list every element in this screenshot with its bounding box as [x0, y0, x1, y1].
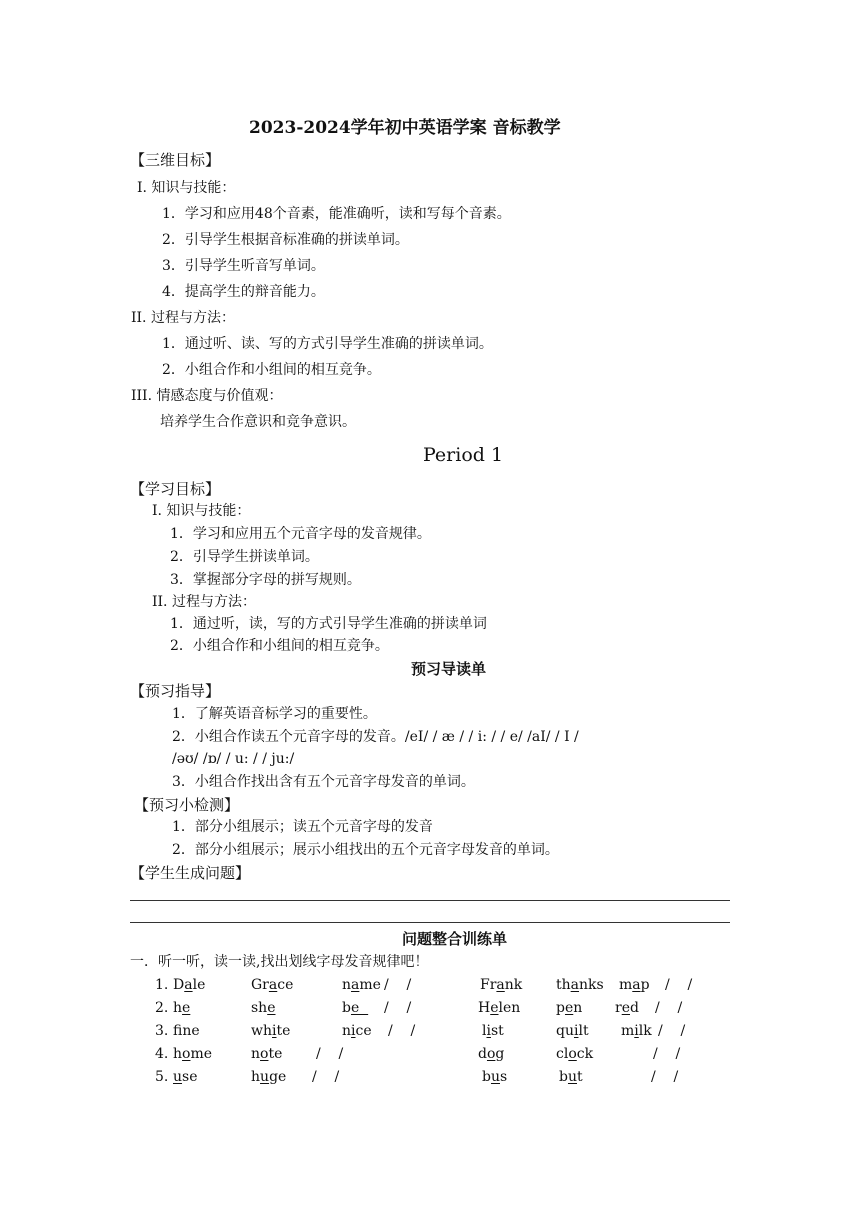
- word: use: [173, 1069, 198, 1085]
- subsection-knowledge: I. 知识与技能：: [137, 180, 236, 196]
- word: Frank: [480, 977, 523, 993]
- list-item: 2．小组合作和小组间的相互竞争。: [170, 638, 389, 654]
- word: Grace: [251, 977, 294, 993]
- word: map: [619, 977, 650, 993]
- row-number: 1.: [155, 977, 169, 993]
- list-item: 1．学习和应用五个元音字母的发音规律。: [170, 526, 431, 542]
- word: home: [173, 1046, 213, 1062]
- section-heading-yuxi: 【预习指导】: [130, 682, 221, 700]
- subsection-attitude: III. 情感态度与价值观：: [131, 388, 283, 404]
- list-item: 1．了解英语音标学习的重要性。: [172, 706, 377, 722]
- word: he: [173, 1000, 191, 1016]
- list-item: 3．引导学生听音写单词。: [162, 258, 325, 274]
- list-item: 3．小组合作找出含有五个元音字母发音的单词。: [172, 774, 475, 790]
- list-item-continued: /əʊ/ /ɒ/ / u: / / ju:/: [172, 751, 295, 767]
- word: be: [342, 1000, 369, 1016]
- word: pen: [556, 1000, 583, 1016]
- section-heading-san-wei: 【三维目标】: [130, 151, 221, 169]
- word: Dale: [173, 977, 206, 993]
- list-item: 1．部分小组展示；读五个元音字母的发音: [172, 819, 433, 835]
- row-number: 3.: [155, 1023, 169, 1039]
- answer-line: [130, 900, 730, 901]
- answer-slashes: / /: [651, 1069, 679, 1085]
- list-item: 1．通过听，读，写的方式引导学生准确的拼读单词: [170, 616, 487, 632]
- list-item: 2．小组合作和小组间的相互竞争。: [162, 362, 381, 378]
- section-heading-xuexi: 【学习目标】: [130, 480, 221, 498]
- period-title: Period 1: [423, 444, 504, 466]
- answer-slashes: / /: [384, 977, 412, 993]
- section-heading-wenti: 【学生生成问题】: [130, 864, 251, 882]
- list-item: 2．引导学生拼读单词。: [170, 549, 319, 565]
- subsection-process: II. 过程与方法：: [152, 594, 256, 610]
- word: white: [251, 1023, 291, 1039]
- word: bus: [482, 1069, 508, 1085]
- paragraph: 培养学生合作意识和竞争意识。: [160, 414, 356, 430]
- word: thanks: [556, 977, 604, 993]
- list-item: 1．学习和应用48个音素，能准确听，读和写每个音素。: [162, 206, 511, 222]
- word: milk: [621, 1023, 652, 1039]
- word: she: [251, 1000, 276, 1016]
- answer-slashes: / /: [658, 1023, 686, 1039]
- answer-slashes: / /: [653, 1046, 681, 1062]
- row-number: 2.: [155, 1000, 169, 1016]
- exercise-instruction: 一．听一听，读一读,找出划线字母发音规律吧！: [130, 954, 429, 970]
- answer-slashes: / /: [665, 977, 693, 993]
- word: nice: [342, 1023, 372, 1039]
- word: list: [482, 1023, 504, 1039]
- list-item: 2．小组合作读五个元音字母的发音。/eI/ / æ / / i: / / e/ /aI/ / I /: [172, 729, 579, 745]
- answer-slashes: / /: [312, 1069, 340, 1085]
- list-item: 3．掌握部分字母的拼写规则。: [170, 572, 361, 588]
- list-item: 4．提高学生的辩音能力。: [162, 284, 325, 300]
- row-number: 5.: [155, 1069, 169, 1085]
- list-item: 1．通过听、读、写的方式引导学生准确的拼读单词。: [162, 336, 493, 352]
- word: Helen: [478, 1000, 521, 1016]
- word: name: [342, 977, 381, 993]
- section-heading-jiance: 【预习小检测】: [134, 796, 240, 814]
- page-title: 2023-2024学年初中英语学案 音标教学: [249, 118, 561, 138]
- answer-slashes: / /: [655, 1000, 683, 1016]
- word: quilt: [556, 1023, 589, 1039]
- word: clock: [556, 1046, 594, 1062]
- word: fne: [173, 1023, 200, 1039]
- word: but: [559, 1069, 583, 1085]
- word: note: [251, 1046, 283, 1062]
- word: huge: [251, 1069, 287, 1085]
- subsection-process: II. 过程与方法：: [131, 310, 235, 326]
- word: red: [615, 1000, 639, 1016]
- answer-slashes: / /: [316, 1046, 344, 1062]
- subsection-knowledge: I. 知识与技能：: [152, 503, 251, 519]
- list-item: 2．部分小组展示；展示小组找出的五个元音字母发音的单词。: [172, 842, 559, 858]
- list-item: 2．引导学生根据音标准确的拼读单词。: [162, 232, 409, 248]
- word: dog: [478, 1046, 505, 1062]
- row-number: 4.: [155, 1046, 169, 1062]
- section-title-yuxi: 预习导读单: [411, 660, 487, 678]
- answer-slashes: / /: [388, 1023, 416, 1039]
- answer-line: [130, 922, 730, 923]
- answer-slashes: / /: [384, 1000, 412, 1016]
- section-title-zhenghe: 问题整合训练单: [402, 930, 508, 948]
